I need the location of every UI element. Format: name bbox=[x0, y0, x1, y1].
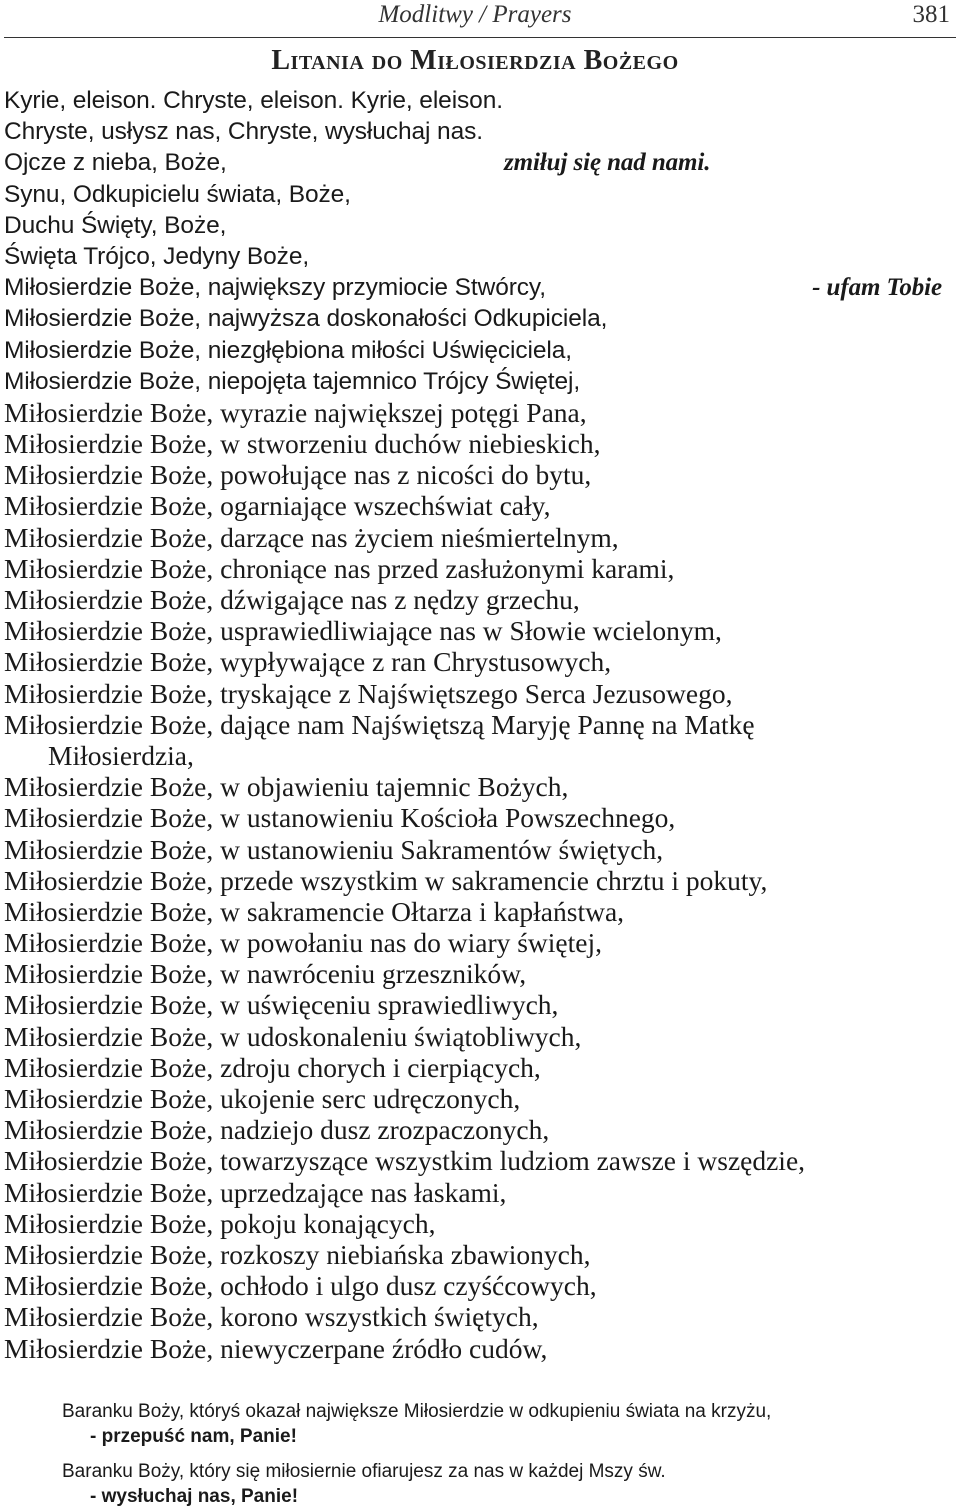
litany-line: Miłosierdzie Boże, przede wszystkim w sakramencie chrztu i pokuty, bbox=[4, 864, 768, 896]
litany-line: Miłosierdzie Boże, ogarniające wszechświat cały, bbox=[4, 490, 551, 522]
litany-line: Miłosierdzie Boże, wyrazie największej potęgi Pana, bbox=[4, 396, 587, 428]
litany-line: Miłosierdzie Boże, w nawróceniu grzeszników, bbox=[4, 958, 527, 990]
litany-line bbox=[4, 147, 950, 178]
agnus-dei-response: - przepuść nam, Panie! bbox=[90, 1426, 297, 1447]
litany-body bbox=[4, 85, 950, 1364]
invocation-text: Miłosierdzie Boże, największy przymiocie Stwórcy, bbox=[4, 274, 546, 302]
litany-line: Miłosierdzie Boże, usprawiedliwiające nas w Słowie wcielonym, bbox=[4, 615, 722, 647]
litany-line: Kyrie, eleison. Chryste, eleison. Kyrie, eleison. bbox=[4, 87, 503, 114]
litany-line: Miłosierdzie Boże, niewyczerpane źródło cudów, bbox=[4, 1332, 548, 1364]
litany-line: Miłosierdzie Boże, ukojenie serc udręczonych, bbox=[4, 1083, 521, 1114]
litany-line: Miłosierdzie Boże, w powołaniu nas do wiary świętej, bbox=[4, 927, 602, 959]
running-title: Modlitwy / Prayers bbox=[378, 1, 572, 28]
agnus-dei-response: - wysłuchaj nas, Panie! bbox=[90, 1486, 299, 1507]
litany-line: Miłosierdzie Boże, korono wszystkich świętych, bbox=[4, 1301, 539, 1333]
litany-line-continuation: Miłosierdzia, bbox=[48, 739, 194, 771]
litany-line: Święta Trójco, Jedyny Boże, bbox=[4, 242, 310, 270]
litany-line: Miłosierdzie Boże, darzące nas życiem nieśmiertelnym, bbox=[4, 521, 619, 553]
litany-line: Miłosierdzie Boże, uprzedzające nas łaskami, bbox=[4, 1176, 507, 1208]
litany-line: Miłosierdzie Boże, w sakramencie Ołtarza i kapłaństwa, bbox=[4, 895, 625, 927]
litany-line: Miłosierdzie Boże, dźwigające nas z nędzy grzechu, bbox=[4, 584, 580, 615]
agnus-dei-1 bbox=[62, 1399, 942, 1449]
litany-line: Miłosierdzie Boże, tryskające z Najświętszego Serca Jezusowego, bbox=[4, 677, 733, 709]
header-rule bbox=[4, 37, 956, 38]
litany-line: Chryste, usłysz nas, Chryste, wysłuchaj nas. bbox=[4, 118, 483, 146]
litany-line: Miłosierdzie Boże, w ustanowieniu Sakramentów świętych, bbox=[4, 833, 664, 865]
litany-line: Miłosierdzie Boże, ochłodo i ulgo dusz czyśćcowych, bbox=[4, 1270, 597, 1302]
litany-line: Miłosierdzie Boże, wypływające z ran Chrystusowych, bbox=[4, 646, 612, 678]
response-trust: - ufam Tobie bbox=[812, 274, 942, 302]
page-number: 381 bbox=[912, 1, 950, 28]
invocation-text: Ojcze z nieba, Boże, bbox=[4, 149, 227, 177]
litany-line: Miłosierdzie Boże, dające nam Najświętszą Maryję Pannę na Matkę bbox=[4, 708, 755, 740]
litany-line: Miłosierdzie Boże, nadziejo dusz zrozpaczonych, bbox=[4, 1114, 550, 1146]
litany-line: Miłosierdzie Boże, zdroju chorych i cierpiących, bbox=[4, 1051, 541, 1083]
litany-line: Miłosierdzie Boże, niepojęta tajemnico Trójcy Świętej, bbox=[4, 367, 581, 395]
litany-line: Miłosierdzie Boże, w stworzeniu duchów niebieskich, bbox=[4, 428, 601, 460]
litany-line: Miłosierdzie Boże, w udoskonaleniu świątobliwych, bbox=[4, 1020, 582, 1052]
litany-line: Miłosierdzie Boże, pokoju konających, bbox=[4, 1207, 436, 1239]
running-head bbox=[0, 0, 960, 38]
response-miserere: zmiłuj się nad nami. bbox=[504, 149, 711, 177]
agnus-dei-text: Baranku Boży, który się miłosiernie ofiarujesz za nas w każdej Mszy św. bbox=[62, 1461, 666, 1482]
litany-line: Synu, Odkupicielu świata, Boże, bbox=[4, 180, 351, 208]
litany-line: Miłosierdzie Boże, w uświęceniu sprawiedliwych, bbox=[4, 989, 559, 1021]
litany-title: Litania do Miłosierdzia Bożego bbox=[271, 45, 679, 76]
agnus-dei-text: Baranku Boży, któryś okazał największe Miłosierdzie w odkupieniu świata na krzyżu, bbox=[62, 1401, 772, 1422]
litany-line: Miłosierdzie Boże, rozkoszy niebiańska zbawionych, bbox=[4, 1238, 591, 1270]
litany-line: Miłosierdzie Boże, chroniące nas przed zasłużonymi karami, bbox=[4, 552, 675, 584]
litany-line: Miłosierdzie Boże, powołujące nas z nicości do bytu, bbox=[4, 459, 592, 491]
agnus-dei-2 bbox=[62, 1459, 942, 1509]
litany-line: Miłosierdzie Boże, towarzyszące wszystkim ludziom zawsze i wszędzie, bbox=[4, 1145, 806, 1177]
litany-line bbox=[4, 272, 950, 303]
litany-line: Duchu Święty, Boże, bbox=[4, 211, 227, 239]
litany-line: Miłosierdzie Boże, w ustanowieniu Kościoła Powszechnego, bbox=[4, 802, 676, 834]
litany-line: Miłosierdzie Boże, niezgłębiona miłości Uświęciciela, bbox=[4, 336, 572, 364]
litany-line: Miłosierdzie Boże, najwyższa doskonałości Odkupiciela, bbox=[4, 305, 608, 333]
litany-line: Miłosierdzie Boże, w objawieniu tajemnic Bożych, bbox=[4, 771, 569, 803]
